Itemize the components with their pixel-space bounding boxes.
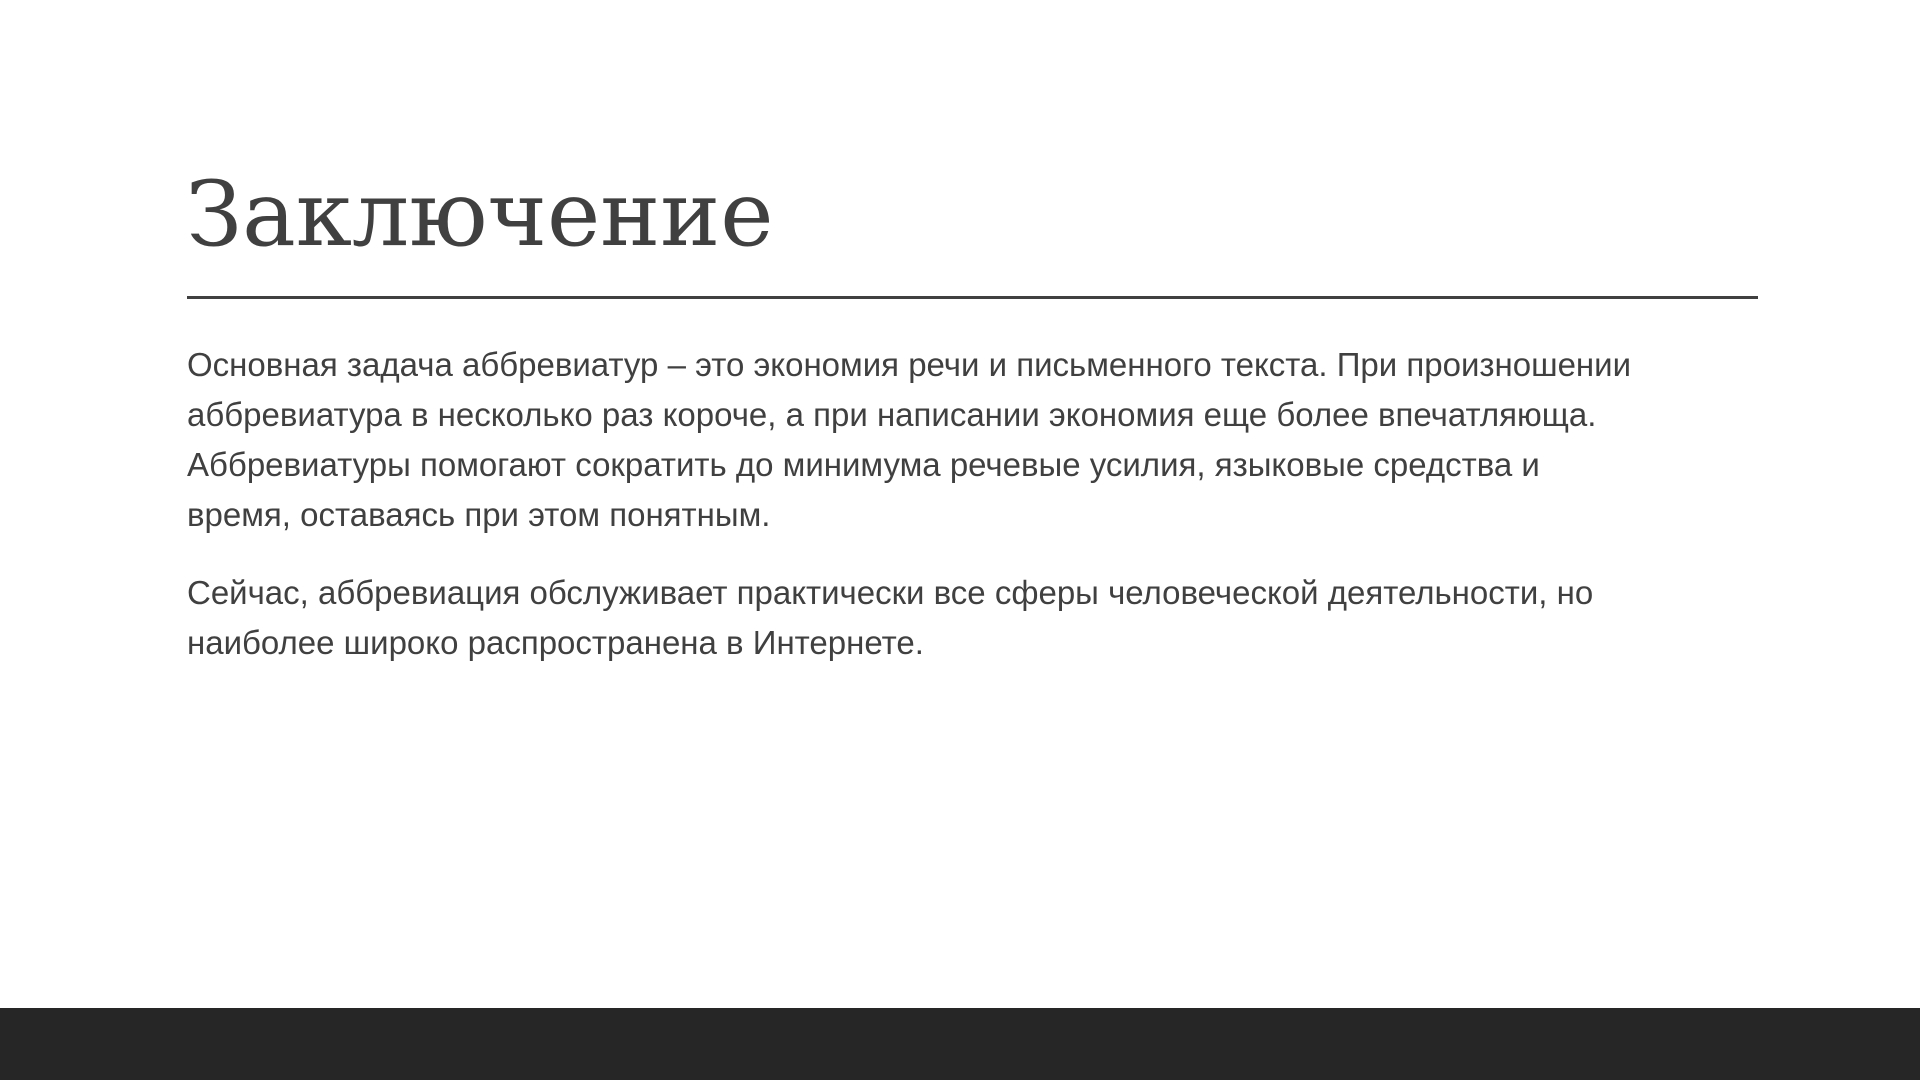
slide-title: Заключение xyxy=(186,162,774,267)
paragraph-line: Аббревиатуры помогают сократить до минимума речевые усилия, языковые средства и xyxy=(187,446,1540,483)
paragraph-line: наиболее широко распространена в Интернете. xyxy=(187,624,924,661)
slide-body xyxy=(187,340,1757,696)
paragraph-line: время, оставаясь при этом понятным. xyxy=(187,496,771,533)
paragraph-line: Сейчас, аббревиация обслуживает практически все сферы человеческой деятельности, но xyxy=(187,574,1594,611)
paragraph-2 xyxy=(187,568,1757,668)
paragraph-1 xyxy=(187,340,1757,540)
title-divider xyxy=(187,296,1758,299)
paragraph-line: Основная задача аббревиатур – это экономия речи и письменного текста. При произношении xyxy=(187,346,1632,383)
footer-bar xyxy=(0,1008,1920,1080)
paragraph-line: аббревиатура в несколько раз короче, а при написании экономия еще более впечатляюща. xyxy=(187,396,1597,433)
